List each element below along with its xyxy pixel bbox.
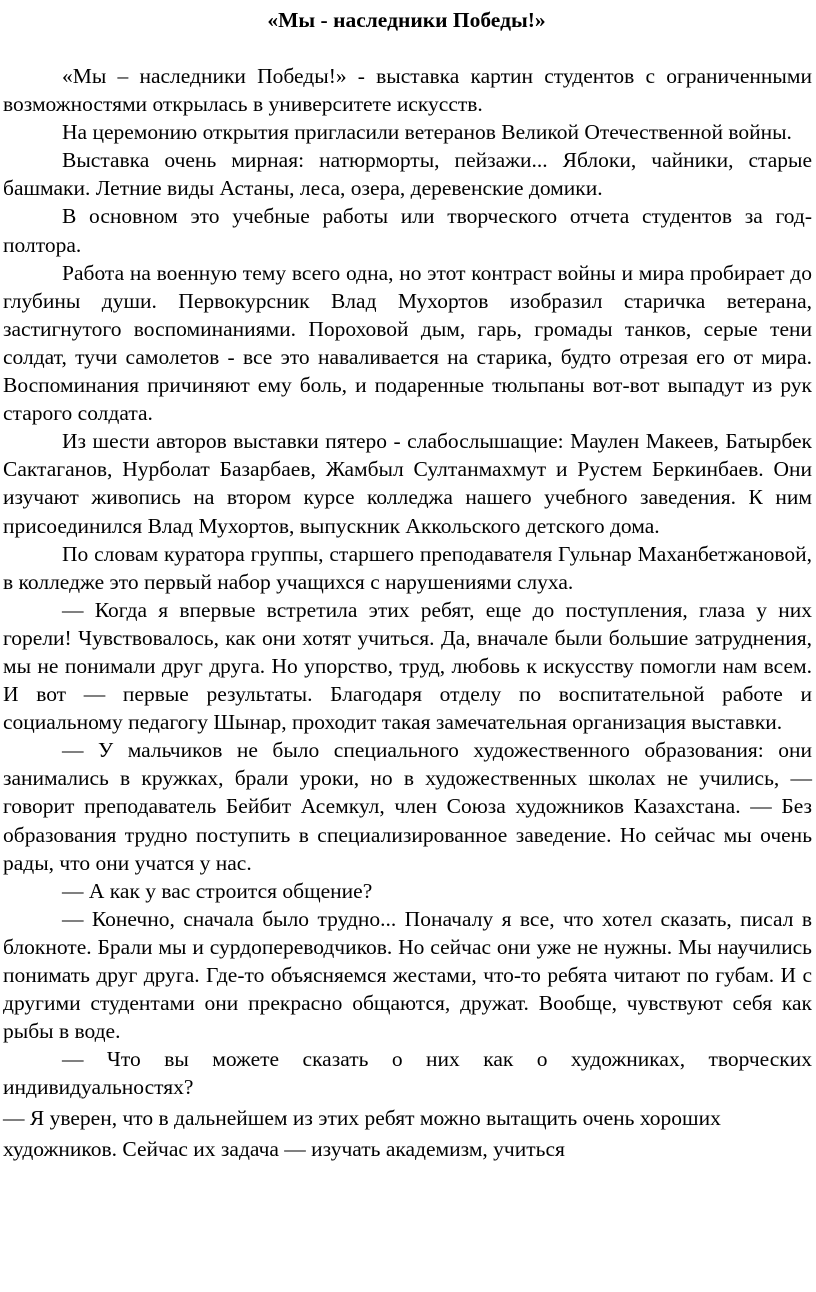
document-body [3,62,812,1165]
paragraph-5: Работа на военную тему всего одна, но этот контраст войны и мира пробирает до глубины души. Первокурсник Влад Мухортов изобразил старичка ветерана, застигнутого воспоминаниями. Пороховой дым, гарь, громады танков, серые тени солдат, тучи самолетов - все это наваливается на старика, будто отрезая его от мира. Воспоминания причиняют ему боль, и подаренные тюльпаны вот-вот выпадут из рук старого солдата. [3,260,812,426]
document-title: «Мы - наследники Победы!» [267,8,546,32]
paragraph-2: На церемонию открытия пригласили ветеранов Великой Отечественной войны. [62,120,792,145]
paragraph-6: Из шести авторов выставки пятеро - слабослышащие: Маулен Макеев, Батырбек Сактаганов, Нурболат Базарбаев, Жамбыл Султанмахмут и Рустем Беркинбаев. Они изучают живопись на втором курсе колледжа нашего учебного заведения. К ним присоединился Влад Мухортов, выпускник Аккольского детского дома. [3,429,812,538]
paragraph-13: — Я уверен, что в дальнейшем из этих ребят можно вытащить очень хороших художников. Сейчас их задача — изучать академизм, учиться [3,1106,721,1162]
paragraph-4: В основном это учебные работы или творческого отчета студентов за год-полтора. [3,204,812,257]
paragraph-12: — Что вы можете сказать о них как о художниках, творческих индивидуальностях? [3,1047,812,1100]
title-spacer [3,34,816,62]
paragraph-7: По словам куратора группы, старшего преподавателя Гульнар Маханбетжановой, в колледже это первый набор учащихся с нарушениями слуха. [3,541,812,594]
paragraph-1: «Мы – наследники Победы!» - выставка картин студентов с ограниченными возможностями открылась в университете искусств. [3,64,812,117]
paragraph-10: — А как у вас строится общение? [62,878,373,903]
paragraph-8: — Когда я впервые встретила этих ребят, еще до поступления, глаза у них горели! Чувствовалось, как они хотят учиться. Да, вначале были большие затруднения, мы не понимали друг друга. Но упорство, труд, любовь к искусству помогли нам всем. И вот — первые результаты. Благодаря отделу по воспитательной работе и социальному педагогу Шынар, проходит такая замечательная организация выставки. [3,597,812,735]
paragraph-11: — Конечно, сначала было трудно... Поначалу я все, что хотел сказать, писал в блокноте. Брали мы и сурдопереводчиков. Но сейчас они уже не нужны. Мы научились понимать друг друга. Где-то объясняемся жестами, что-то ребята читают по губам. И с другими студентами они прекрасно общаются, дружат. Вообще, чувствуют себя как рыбы в воде. [3,906,812,1044]
paragraph-9: — У мальчиков не было специального художественного образования: они занимались в кружках, брали уроки, но в художественных школах не учились, — говорит преподаватель Бейбит Асемкул, член Союза художников Казахстана. — Без образования трудно поступить в специализированное заведение. Но сейчас мы очень рады, что они учатся у нас. [3,738,812,875]
paragraph-3: Выставка очень мирная: натюрморты, пейзажи... Яблоки, чайники, старые башмаки. Летние виды Астаны, леса, озера, деревенские домики. [3,148,812,201]
